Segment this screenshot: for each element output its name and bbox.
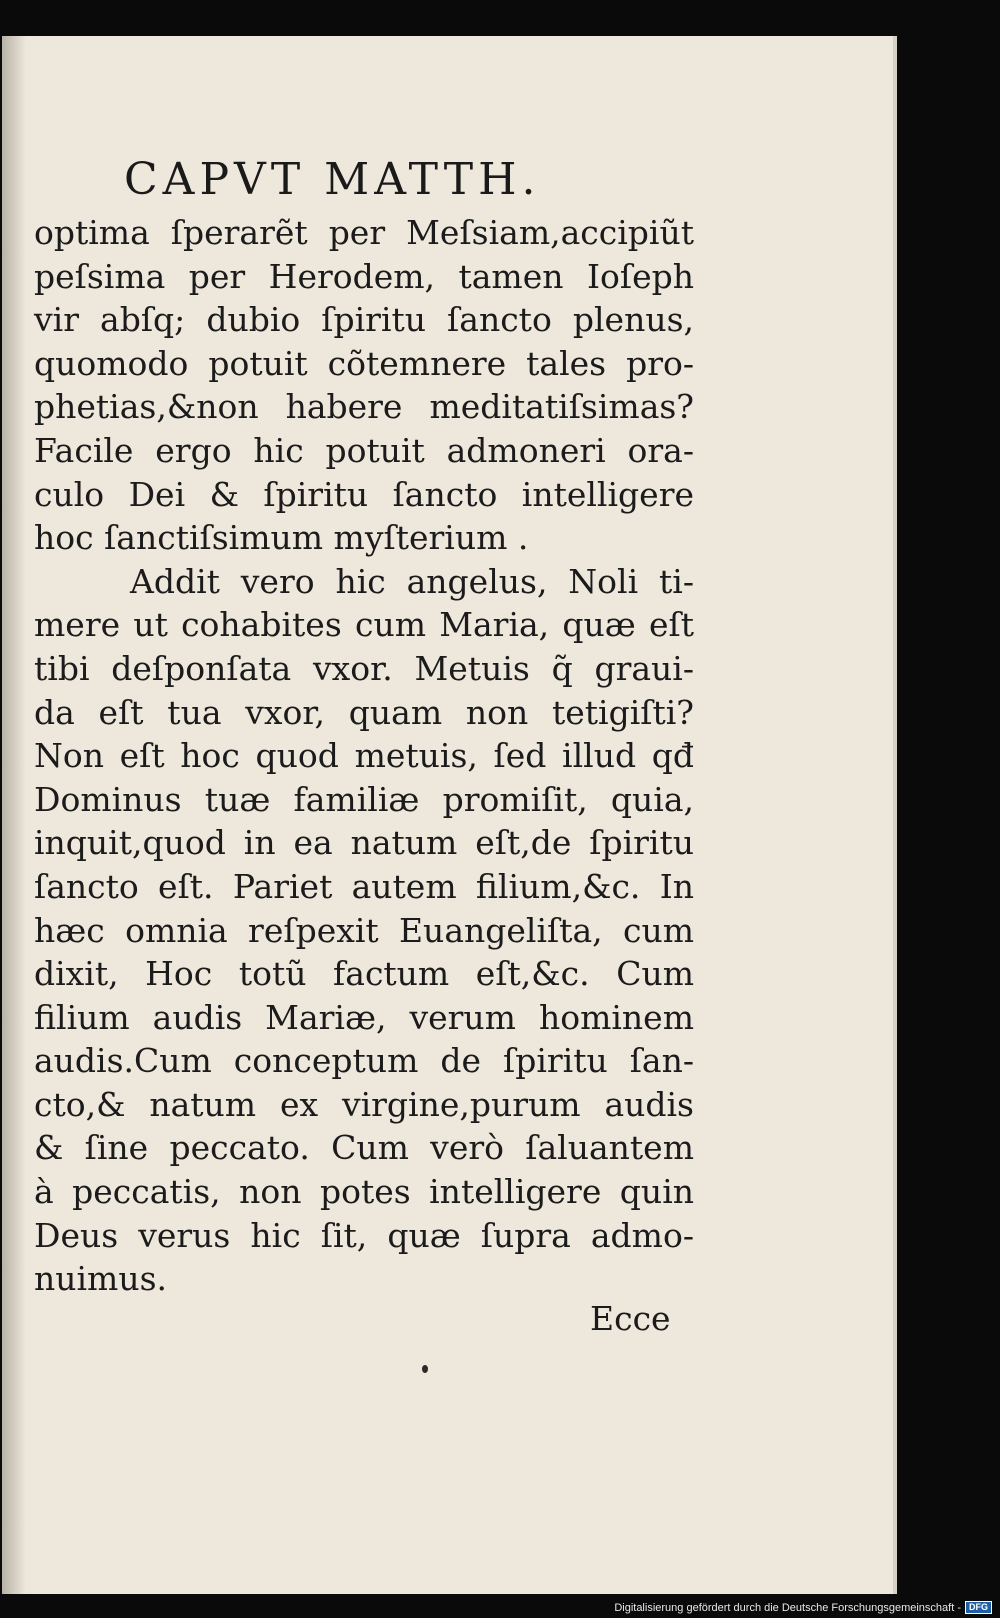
text-line: culo Dei & ſpiritu ſancto intelligere [34, 474, 694, 514]
text-line: quomodo potuit cõtemnere tales pro- [34, 343, 694, 383]
text-line: inquit,quod in ea natum eſt,de ſpiritu [34, 823, 694, 863]
text-line: Addit vero hic angelus, Noli ti- [130, 561, 694, 601]
text-line: mere ut cohabites cum Maria, quæ eſt [34, 605, 694, 645]
book-page [2, 36, 897, 1594]
running-head: CAPVT MATTH. [124, 154, 541, 205]
text-line: Facile ergo hic potuit admoneri ora- [34, 430, 694, 470]
text-line: da eſt tua vxor, quam non tetigiſti? [34, 692, 694, 732]
digitization-footer [614, 1601, 992, 1614]
text-line: cto,& natum ex virgine,purum audis [34, 1084, 694, 1124]
text-line: dixit, Hoc totũ factum eſt,&c. Cum [34, 954, 694, 994]
ink-speck [422, 1365, 428, 1373]
text-line: Non eſt hoc quod metuis, ſed illud qđ [34, 736, 694, 776]
text-line: vir abſq; dubio ſpiritu ſancto plenus, [34, 300, 694, 340]
footer-text: Digitalisierung gefördert durch die Deutsche Forschungsgemeinschaft - [614, 1601, 961, 1614]
text-line: hæc omnia reſpexit Euangeliſta, cum [34, 910, 694, 950]
body-text [34, 211, 694, 1301]
page-gutter-shadow [2, 36, 26, 1594]
text-line: à peccatis, non potes intelligere quin [34, 1172, 694, 1212]
text-line: phetias,&non habere meditatiſsimas? [34, 387, 694, 427]
text-line: peſsima per Herodem, tamen Ioſeph [34, 256, 694, 296]
text-line: tibi deſponſata vxor. Metuis q̃ graui- [34, 648, 694, 688]
text-line: optima ſperarẽt per Meſsiam,accipiũt [34, 213, 694, 252]
text-line: nuimus. [34, 1259, 168, 1299]
text-line: audis.Cum conceptum de ſpiritu ſan- [34, 1041, 694, 1081]
catchword: Ecce [590, 1299, 671, 1338]
text-line: Dominus tuæ familiæ promiſit, quia, [34, 779, 694, 819]
text-line: filium audis Mariæ, verum hominem [34, 997, 694, 1037]
dfg-logo-icon: DFG [965, 1601, 992, 1614]
text-line: & ſine peccato. Cum verò ſaluantem [34, 1128, 694, 1168]
text-line: hoc ſanctiſsimum myſterium . [34, 518, 529, 558]
text-line: ſancto eſt. Pariet autem filium,&c. In [34, 866, 694, 906]
text-line: Deus verus hic ſit, quæ ſupra admo- [34, 1215, 694, 1255]
